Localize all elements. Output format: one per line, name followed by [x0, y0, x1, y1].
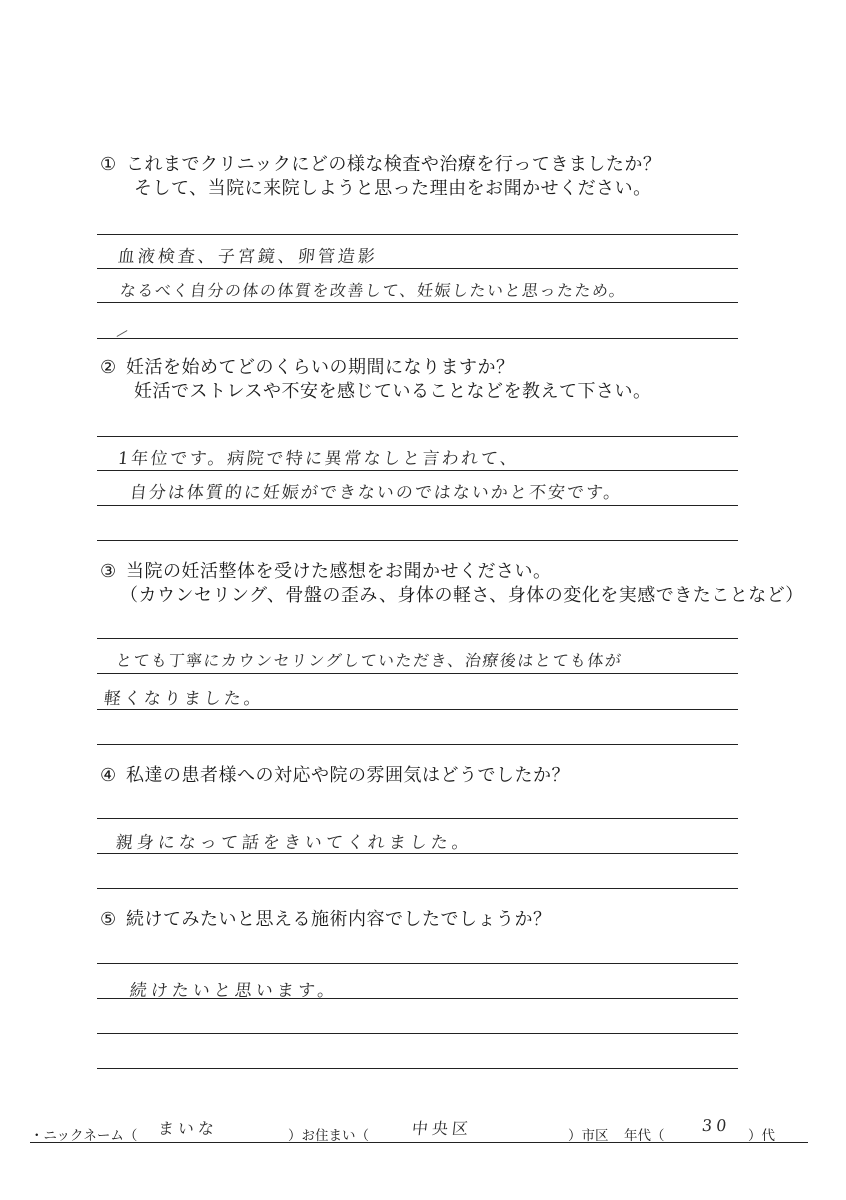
answer-handwriting: なるべく自分の体の体質を改善して、妊娠したいと思ったため。: [118, 281, 628, 300]
answer-rule: [97, 888, 738, 889]
address-value: 中央区: [410, 1119, 473, 1138]
question-number: ⑤: [100, 909, 117, 930]
answer-rule: [97, 470, 738, 471]
question-5: [100, 908, 552, 932]
question-1: [100, 153, 661, 201]
question-2: [100, 356, 651, 404]
answer-handwriting: 親身になって話をきいてくれました。: [114, 833, 474, 853]
answer-handwriting: 続けたいと思います。: [128, 981, 340, 1001]
question-number: ①: [100, 154, 117, 175]
question-text: 妊活でストレスや不安を感じていることなどを教えて下さい。: [134, 381, 652, 402]
answer-rule: [97, 963, 738, 964]
respondent-info: [30, 1116, 810, 1144]
address-label: ）お住まい（: [288, 1128, 369, 1144]
answer-handwriting: 自分は体質的に妊娠ができないのではないかと不安です。: [128, 483, 624, 503]
answer-rule: [97, 338, 738, 339]
answer-rule: [97, 818, 738, 819]
answer-rule: [97, 436, 738, 437]
question-text: そして、当院に来院しようと思った理由をお聞かせください。: [134, 178, 652, 199]
nickname-label: ・ニックネーム（: [30, 1128, 138, 1144]
answer-rule: [97, 540, 738, 541]
answer-rule: [97, 1033, 738, 1034]
age-suffix: ）代: [748, 1128, 775, 1144]
age-value: 30: [701, 1116, 732, 1135]
answer-rule: [97, 638, 738, 639]
question-3: [100, 560, 804, 608]
question-text: 当院の妊活整体を受けた感想をお聞かせください。: [126, 561, 552, 582]
answer-rule: [97, 268, 738, 269]
answer-handwriting: 血液検査、子宮鏡、卵管造影: [116, 247, 379, 267]
question-text: （カウンセリング、骨盤の歪み、身体の軽さ、身体の変化を実感できたことなど）: [120, 585, 804, 606]
question-text: 妊活を始めてどのくらいの期間になりますか？: [126, 357, 515, 378]
footer-rule: [30, 1142, 808, 1143]
nickname-value: まいな: [156, 1119, 219, 1138]
city-label: ）市区: [568, 1128, 609, 1144]
answer-handwriting: 軽くなりました。: [102, 689, 265, 709]
answer-rule: [97, 998, 738, 999]
answer-handwriting: 1年位です。病院で特に異常なしと言われて、: [116, 449, 521, 469]
answer-rule: [97, 234, 738, 235]
answer-rule: [97, 744, 738, 745]
answer-handwriting: とても丁寧にカウンセリングしていただき、治療後はとても体が: [114, 651, 624, 670]
answer-rule: [97, 853, 738, 854]
question-text: 私達の患者様への対応や院の雰囲気はどうでしたか？: [126, 765, 570, 786]
question-4: [100, 764, 570, 788]
answer-rule: [97, 673, 738, 674]
answer-rule: [97, 505, 738, 506]
answer-rule: [97, 1068, 738, 1069]
pen-mark: [117, 330, 128, 337]
age-label: 年代（: [624, 1128, 665, 1144]
question-number: ③: [100, 561, 117, 582]
question-number: ②: [100, 357, 117, 378]
question-number: ④: [100, 765, 117, 786]
question-text: 続けてみたいと思える施術内容でしたでしょうか？: [126, 909, 552, 930]
question-text: これまでクリニックにどの様な検査や治療を行ってきましたか？: [126, 154, 662, 175]
answer-rule: [97, 302, 738, 303]
answer-rule: [97, 709, 738, 710]
